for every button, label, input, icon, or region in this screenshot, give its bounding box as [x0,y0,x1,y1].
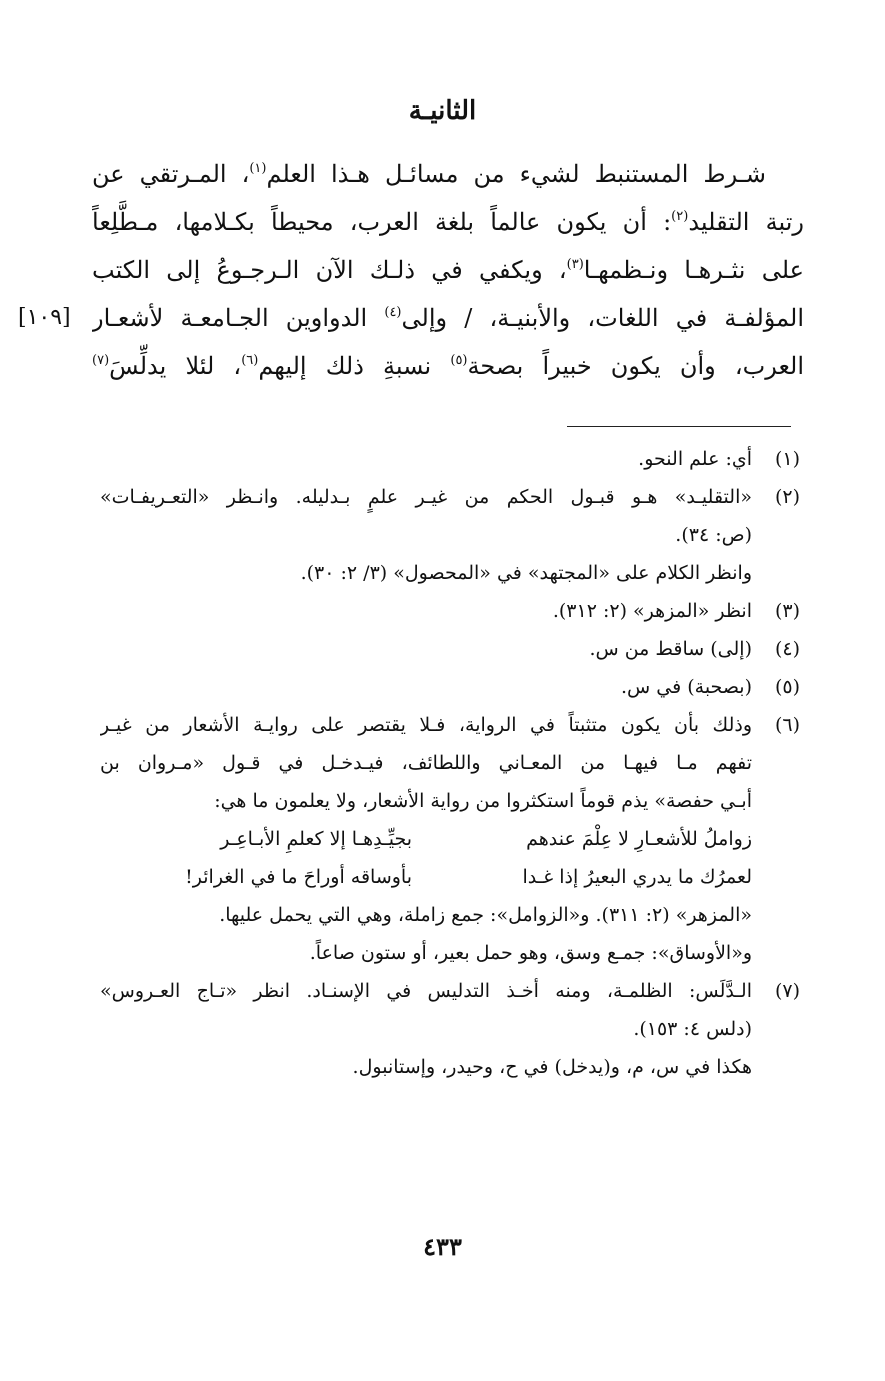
footnote-line: (بصحبة) في س. [620,676,752,698]
margin-page-reference: [١٠٩] [18,305,71,330]
footnote-line: (إلى) ساقط من س. [589,638,752,660]
footnote-ref-2[interactable]: (٢) [671,209,689,224]
footnote-3 [100,592,800,630]
poem-verse-2 [100,858,752,896]
footnote-number: (٣) [774,600,800,622]
footnote-line: هكذا في س، م، و(يدخل) في ح، وحيدر، وإستانبول. [352,1056,752,1078]
footnote-number: (٢) [774,486,800,508]
footnote-line: انظر «المزهر» (٢: ٣١٢). [552,600,752,622]
footnote-2 [100,478,800,592]
footnote-line: أبـي حفصة» يذم قوماً استكثروا من رواية الأشعار، ولا يعلمون ما هي: [214,790,752,812]
poem-verse-1 [100,820,752,858]
footnote-ref-6[interactable]: (٦) [241,353,259,368]
footnote-7 [100,972,800,1086]
footnote-number: (٧) [774,980,800,1002]
footnote-line: وذلك بأن يكون متثبتاً في الرواية، فـلا يقتصر على روايـة الأشعار من غيـر [100,714,752,736]
footnote-number: (٥) [774,676,800,698]
verse-second-hemistich: بأوساقه أوراحَ ما في الغرائر! [185,866,412,888]
main-line-4: المؤلفـة في اللغات، والأبنيـة، / وإلى$^{(٤)}$ الدواوين الجـامعـة لأشعـار [92,304,804,332]
footnote-5 [100,668,800,706]
footnote-ref-4[interactable]: (٤) [384,305,402,320]
footnote-line: الـدَّلَس: الظلمـة، ومنه أخـذ التدليس في الإسنـاد. انظر «تـاج العـروس» [100,980,752,1002]
footnote-number: (٤) [774,638,800,660]
main-text [92,150,804,390]
footnote-4 [100,630,800,668]
footnote-ref-7[interactable]: (٧) [92,353,110,368]
footnote-number: (٦) [774,714,800,736]
main-line-2: رتبة التقليد$^{(٢)}$: أن يكون عالماً بلغة العرب، محيطاً بكـلامها، مـطَّلِعاً [92,208,804,236]
footnote-line: (ص: ٣٤). [675,524,752,546]
main-line-5: العرب، وأن يكون خبيراً بصحة$^{(٥)}$ نسبةِ ذلك إليهم$^{(٦)}$، لئلا يدلِّسَ$^{(٧)}$ [92,352,804,380]
verse-first-hemistich: زواملُ للأشعـارِ لا عِلْمَ عندهم [526,828,752,850]
footnote-line: «التقليـد» هـو قبـول الحكم من غيـر علمٍ بـدليله. وانـظر «التعـريفـات» [100,486,752,508]
footnote-ref-3[interactable]: (٣) [566,257,584,272]
page-number: ٤٣٣ [423,1232,462,1261]
verse-second-hemistich: بجيِّـدِهـا إلا كعلمِ الأبـاعِـر [220,828,412,850]
footnote-ref-1[interactable]: (١) [249,161,267,176]
main-line-3: على نثـرهـا ونـظمهـا$^{(٣)}$، ويكفي في ذلـك الآن الـرجـوعُ إلى الكتب [92,256,804,284]
footnote-separator [567,426,791,427]
footnote-number: (١) [774,448,800,470]
verse-first-hemistich: لعمرُك ما يدري البعيرُ إذا غـدا [522,866,752,888]
footnote-6 [100,706,800,972]
footnote-line: وانظر الكلام على «المجتهد» في «المحصول» (٣/ ٢: ٣٠). [300,562,752,584]
footnote-line: أي: علم النحو. [638,448,752,470]
footnote-line: تفهم مـا فيهـا من المعـاني واللطائف، فيـدخـل في قـول «مـروان بن [100,752,752,774]
footnote-line: (دلس ٤: ١٥٣). [633,1018,752,1040]
footnotes [100,440,800,1086]
footnote-1 [100,440,800,478]
footnote-line: «المزهر» (٢: ٣١١). و«الزوامل»: جمع زاملة، وهي التي يحمل عليها. [219,904,752,926]
footnote-line: و«الأوساق»: جمـع وسق، وهو حمل بعير، أو ستون صاعاً. [309,942,752,964]
main-line-1: شـرط المستنبط لشيء من مسائـل هـذا العلم$^{(١)}$، المـرتقي عن [92,160,767,188]
footnote-ref-5[interactable]: (٥) [450,353,468,368]
section-heading: الثانيـة [408,96,477,126]
